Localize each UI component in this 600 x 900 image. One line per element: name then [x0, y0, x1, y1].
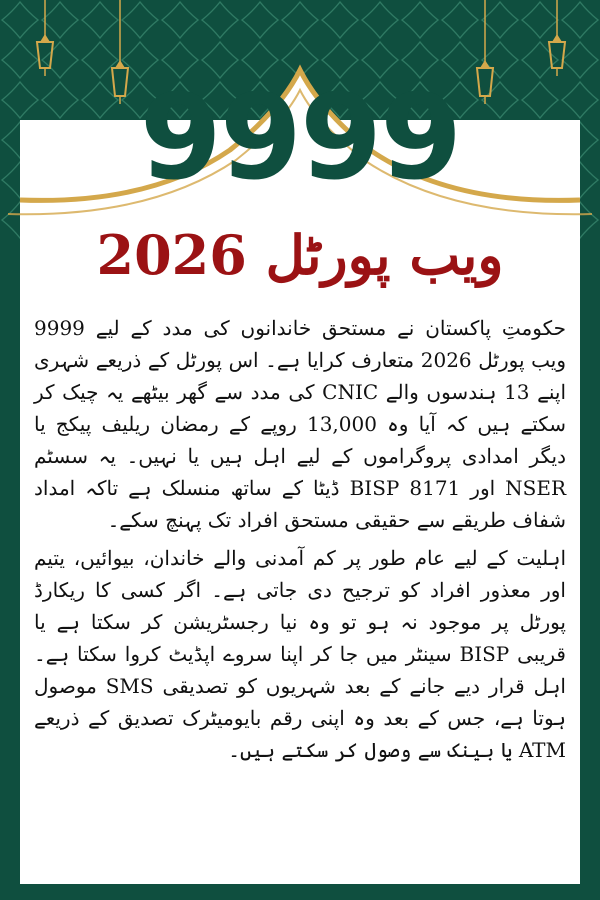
lantern-icon [542, 0, 572, 90]
portal-number: 9999 [139, 68, 461, 206]
article-paragraph-1: حکومتِ پاکستان نے مستحق خاندانوں کی مدد کے لیے 9999 ویب پورٹل 2026 متعارف کرایا ہے۔ اس پورٹل کے ذریعے شہری اپنے 13 ہندسوں والے CNIC کی مدد سے گھر بیٹھے یہ چیک کر سکتے ہیں کہ آیا وہ 13,000 روپے کے رمضان ریلیف پیکج یا دیگر امدادی پروگراموں کے لیے اہل ہیں یا نہیں۔ یہ سسٹم NSER اور BISP 8171 ڈیٹا کے ساتھ منسلک ہے تاکہ امداد شفاف طریقے سے حقیقی مستحق افراد تک پہنچ سکے۔ [34, 316, 567, 532]
article-body [34, 312, 566, 772]
portal-subtitle: ویب پورٹل 2026 [96, 223, 504, 287]
lantern-icon [30, 0, 60, 90]
article-paragraph-2: اہلیت کے لیے عام طور پر کم آمدنی والے خاندان، بیوائیں، یتیم اور معذور افراد کو ترجیح دی جاتی ہے۔ اگر کسی کا ریکارڈ پورٹل پر موجود نہ ہو تو وہ نیا رجسٹریشن کر سکتا ہے یا قریبی BISP سینٹر میں جا کر اپنا سروے اپڈیٹ کروا سکتا ہے۔ اہل قرار دیے جانے کے بعد شہریوں کو تصدیقی SMS موصول ہوتا ہے، جس کے بعد وہ اپنی رقم بایومیٹرک تصدیق کے ذریعے ATM یا بینک سے وصول کر سکتے ہیں۔ [34, 546, 567, 762]
